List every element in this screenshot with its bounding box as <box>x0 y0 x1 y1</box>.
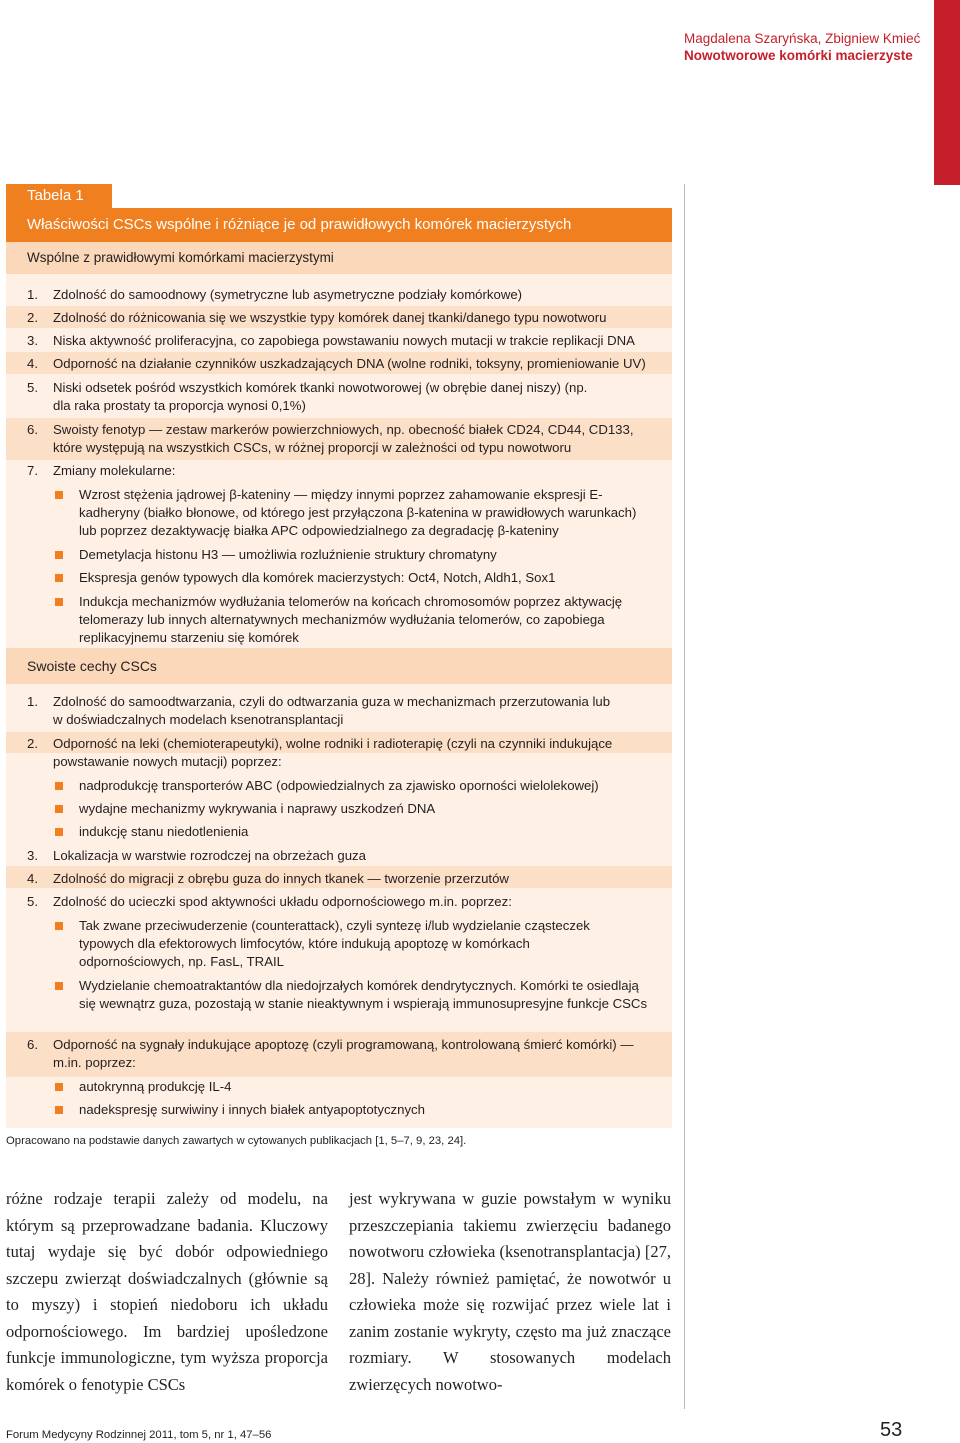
item-number: 6. <box>27 1037 38 1052</box>
item-text: Swoisty fenotyp — zestaw markerów powierzchniowych, np. obecność białek CD24, CD44, CD133, które występują na wszystkich CSCs, w różnej proporcji w zależności od typu nowotworu <box>53 422 634 455</box>
header-title: Nowotworowe komórki macierzyste <box>684 48 913 63</box>
item-text: Zmiany molekularne: <box>53 463 176 478</box>
bullet-text: Wydzielanie chemoatraktantów dla niedojrzałych komórek dendrytycznych. Komórki te osiedlają się wewnątrz guza, pozostają w stanie nieaktywnym i wspierają immunosupresyjne funkcje CSCs <box>79 978 648 1011</box>
section-heading-specific: Swoiste cechy CSCs <box>6 648 672 684</box>
item-text: Lokalizacja w warstwie rozrodczej na obrzeżach guza <box>53 848 366 863</box>
table-title: Właściwości CSCs wspólne i różniące je od prawidłowych komórek macierzystych <box>6 208 672 242</box>
header-authors: Magdalena Szaryńska, Zbigniew Kmieć <box>684 31 921 46</box>
bullet-square-icon <box>55 982 63 990</box>
item-text: Zdolność do samoodtwarzania, czyli do odtwarzania guza w mechanizmach przerzutowania lub w doświadczalnych modelach ksenotransplantacji <box>53 694 611 727</box>
bullet-text: wydajne mechanizmy wykrywania i naprawy uszkodzeń DNA <box>79 801 436 816</box>
bullet-square-icon <box>55 551 63 559</box>
item-text: Niski odsetek pośród wszystkich komórek tkanki nowotworowej (w obrębie danej niszy) (np. dla raka prostaty ta proporcja wynosi 0,1%) <box>53 380 588 413</box>
item-number: 3. <box>27 848 38 863</box>
item-number: 5. <box>27 380 38 395</box>
item-text: Odporność na sygnały indukujące apoptozę (czyli programowaną, kontrolowaną śmierć komórki) — m.in. poprzez: <box>53 1037 634 1070</box>
item-number: 5. <box>27 894 38 909</box>
bullet-square-icon <box>55 805 63 813</box>
body-text-column-1: różne rodzaje terapii zależy od modelu, na którym są przeprowadzane badania. Kluczowy tutaj wydaje się być dobór odpowiedniego szczepu zwierząt doświadczalnych (głównie są to myszy) i stopień niedoboru ich układu odpornościowego. Im bardziej upośledzone funkcje immunologiczne, tym wyższa proporcja komórek o fenotypie CSCs <box>6 1189 328 1394</box>
item-number: 4. <box>27 356 38 371</box>
bullet-square-icon <box>55 574 63 582</box>
body-text-column-2: jest wykrywana w guzie powstałym w wyniku przeszczepiania takiemu zwierzęciu badanego nowotworu człowieka (ksenotransplantacja) [27, 28]. Należy również pamiętać, że nowotwór u człowieka może się rozwijać przez wiele lat i zanim zostanie wykryty, często ma już znaczące rozmiary. W stosowanych modelach zwierzęcych nowotwo- <box>349 1189 671 1394</box>
item-number: 4. <box>27 871 38 886</box>
bullet-text: Ekspresja genów typowych dla komórek macierzystych: Oct4, Notch, Aldh1, Sox1 <box>79 570 556 585</box>
bullet-text: Demetylacja histonu H3 — umożliwia rozluźnienie struktury chromatyny <box>79 547 497 562</box>
bullet-text: nadekspresję surwiwiny i innych białek antyapoptotycznych <box>79 1102 425 1117</box>
table-caption: Opracowano na podstawie danych zawartych w cytowanych publikacjach [1, 5–7, 9, 23, 24]. <box>6 1135 467 1147</box>
item-text: Zdolność do ucieczki spod aktywności układu odpornościowego m.in. poprzez: <box>53 894 512 909</box>
bullet-text: Tak zwane przeciwuderzenie (counterattack), czyli syntezę i/lub wydzielanie cząsteczek typowych dla efektorowych limfocytów, które indukują apoptozę w komórkach odpornościowych, np. FasL, TRAIL <box>79 918 590 969</box>
item-text: Zdolność do różnicowania się we wszystkie typy komórek danej tkanki/danego typu nowotworu <box>53 310 607 325</box>
section-heading-common: Wspólne z prawidłowymi komórkami macierzystymi <box>6 242 672 274</box>
bullet-square-icon <box>55 828 63 836</box>
bullet-square-icon <box>55 782 63 790</box>
bullet-square-icon <box>55 491 63 499</box>
bullet-text: Wzrost stężenia jądrowej β-kateniny — między innymi poprzez zahamowanie ekspresji E-kadheryny (białko błonowe, od którego jest przyłączona β-katenina w prawidłowych warunkach) lub poprzez dezaktywację białka APC odpowiedzialnego za degradację β-kateniny <box>79 487 637 538</box>
bullet-square-icon <box>55 922 63 930</box>
item-number: 2. <box>27 310 38 325</box>
page-number: 53 <box>880 1419 903 1441</box>
item-text: Zdolność do migracji z obrębu guza do innych tkanek — tworzenie przerzutów <box>53 871 509 886</box>
column-divider <box>684 184 685 1409</box>
running-header <box>684 30 920 64</box>
journal-footer: Forum Medycyny Rodzinnej 2011, tom 5, nr 1, 47–56 <box>6 1429 272 1441</box>
item-number: 1. <box>27 694 38 709</box>
item-text: Zdolność do samoodnowy (symetryczne lub asymetryczne podziały komórkowe) <box>53 287 523 302</box>
item-number: 1. <box>27 287 38 302</box>
item-number: 3. <box>27 333 38 348</box>
bullet-text: Indukcja mechanizmów wydłużania telomerów na końcach chromosomów poprzez aktywację telomerazy lub innych alternatywnych mechanizmów wydłużania telomerów, co zapobiega replikacyjnemu starzeniu się komórek <box>79 594 623 645</box>
bullet-square-icon <box>55 598 63 606</box>
bullet-square-icon <box>55 1106 63 1114</box>
bullet-text: nadprodukcję transporterów ABC (odpowiedzialnych za zjawisko oporności wielolekowej) <box>79 778 599 793</box>
item-text: Odporność na leki (chemioterapeutyki), wolne rodniki i radioterapię (czyli na czynniki indukujące powstawanie nowych mutacji) poprzez: <box>53 736 613 769</box>
red-edge-tab <box>934 0 960 185</box>
table-label: Tabela 1 <box>6 184 112 208</box>
item-text: Niska aktywność proliferacyjna, co zapobiega powstawaniu nowych mutacji w trakcie replikacji DNA <box>53 333 635 348</box>
item-number: 6. <box>27 422 38 437</box>
bullet-text: autokrynną produkcję IL-4 <box>79 1079 232 1094</box>
item-number: 7. <box>27 463 38 478</box>
bullet-text: indukcję stanu niedotlenienia <box>79 824 249 839</box>
item-number: 2. <box>27 736 38 751</box>
item-text: Odporność na działanie czynników uszkadzających DNA (wolne rodniki, toksyny, promieniowanie UV) <box>53 356 646 371</box>
bullet-square-icon <box>55 1083 63 1091</box>
